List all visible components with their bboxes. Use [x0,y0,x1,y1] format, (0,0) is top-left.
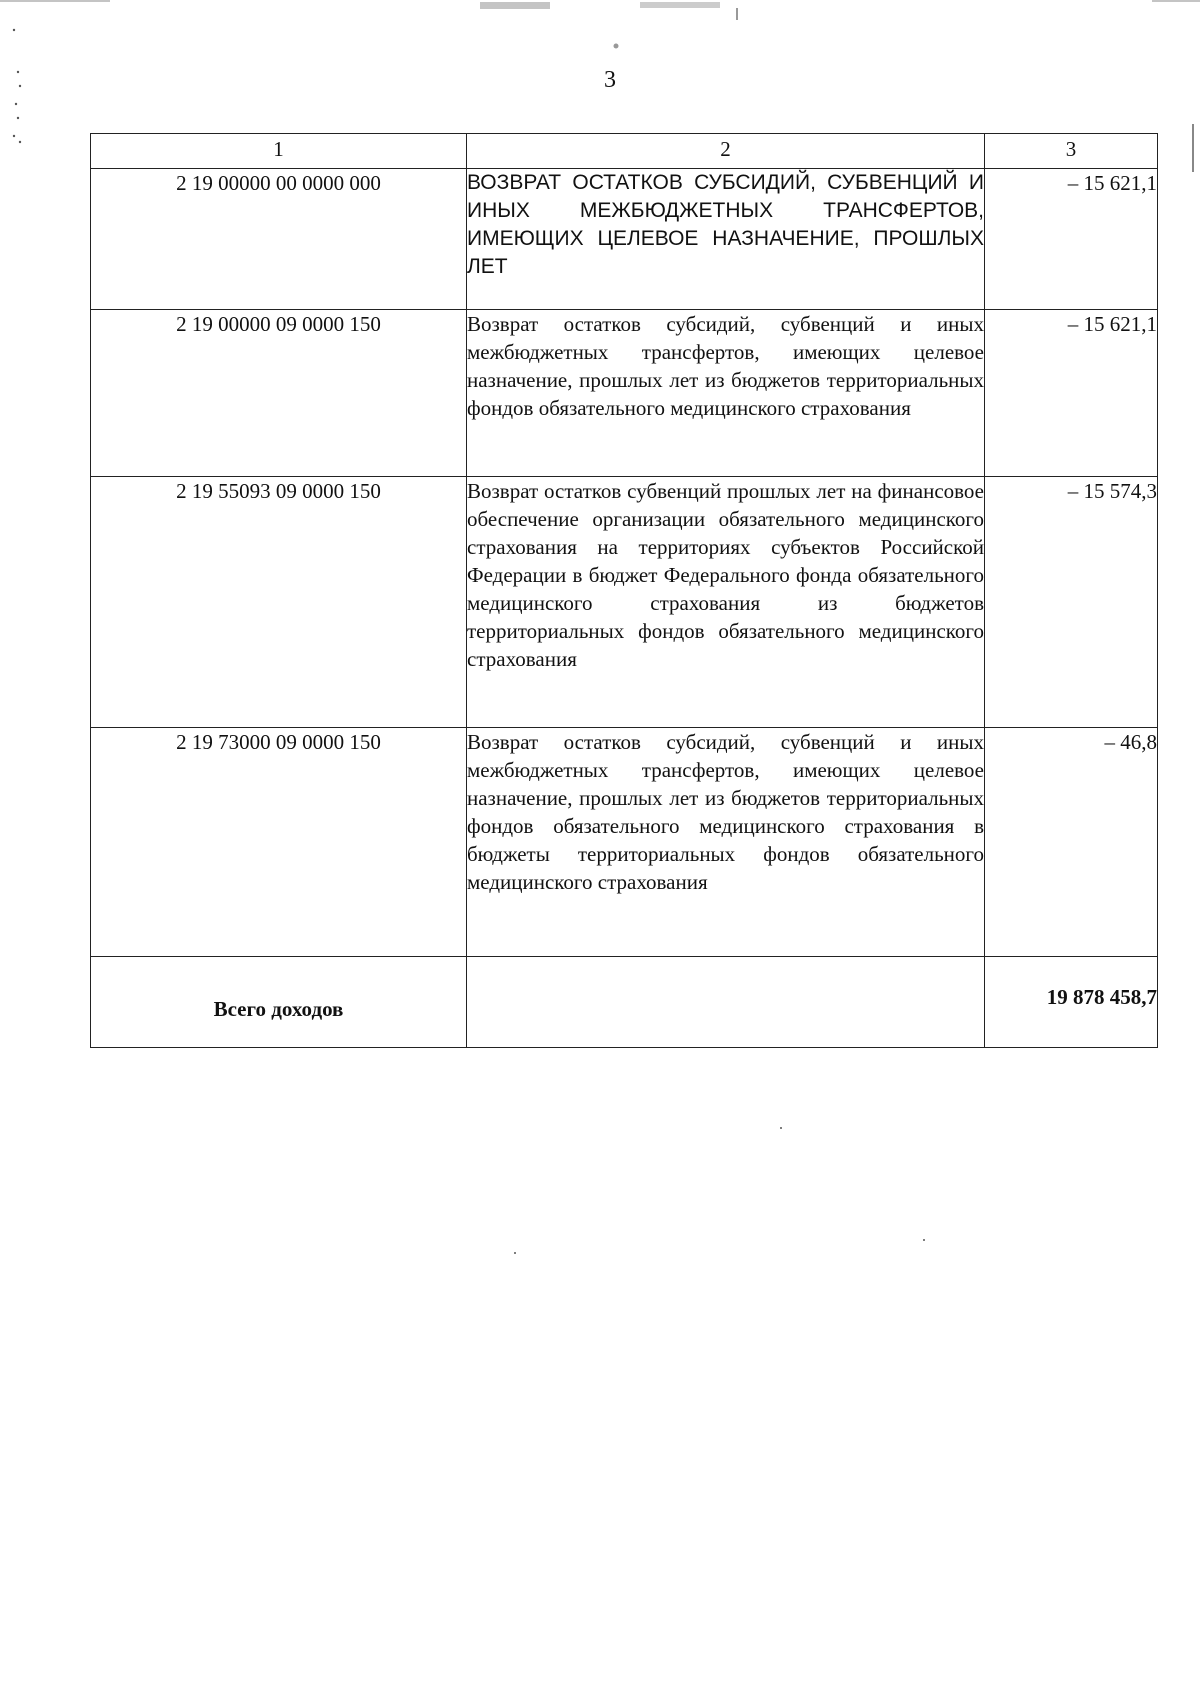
revenue-table [90,133,1158,1048]
total-row [91,957,1158,1048]
total-label: Всего доходов [91,957,467,1048]
revenue-name: ВОЗВРАТ ОСТАТКОВ СУБСИДИЙ, СУБВЕНЦИЙ И ИНЫХ МЕЖБЮДЖЕТНЫХ ТРАНСФЕРТОВ, ИМЕЮЩИХ ЦЕЛЕВОЕ НАЗНАЧЕНИЕ, ПРОШЛЫХ ЛЕТ [467,169,985,310]
budget-code: 2 19 00000 09 0000 150 [91,310,467,477]
total-amount: 19 878 458,7 [985,957,1158,1048]
table-row [91,169,1158,310]
column-header-amount: 3 [985,134,1158,169]
amount: – 15 621,1 [985,169,1158,310]
budget-code: 2 19 00000 00 0000 000 [91,169,467,310]
budget-code: 2 19 73000 09 0000 150 [91,728,467,957]
revenue-name: Возврат остатков субсидий, субвенций и иных межбюджетных трансфертов, имеющих целевое назначение, прошлых лет из бюджетов территориальных фондов обязательного медицинского страхования [467,310,985,477]
table-row [91,728,1158,957]
column-header-name: 2 [467,134,985,169]
column-header-code: 1 [91,134,467,169]
amount: – 15 574,3 [985,477,1158,728]
page-number: 3 [604,67,616,93]
revenue-name: Возврат остатков субвенций прошлых лет на финансовое обеспечение организации обязательного медицинского страхования на территориях субъектов Российской Федерации в бюджет Федерального фонда обязательного медицинского страхования из бюджетов территориальных фондов обязательного медицинского страхования [467,477,985,728]
amount: – 46,8 [985,728,1158,957]
table-row [91,477,1158,728]
revenue-name: Возврат остатков субсидий, субвенций и иных межбюджетных трансфертов, имеющих целевое назначение, прошлых лет из бюджетов территориальных фондов обязательного медицинского страхования в бюджеты территориальных фондов обязательного медицинского страхования [467,728,985,957]
table-header-row [91,134,1158,169]
table-row [91,310,1158,477]
amount: – 15 621,1 [985,310,1158,477]
total-name [467,957,985,1048]
budget-code: 2 19 55093 09 0000 150 [91,477,467,728]
